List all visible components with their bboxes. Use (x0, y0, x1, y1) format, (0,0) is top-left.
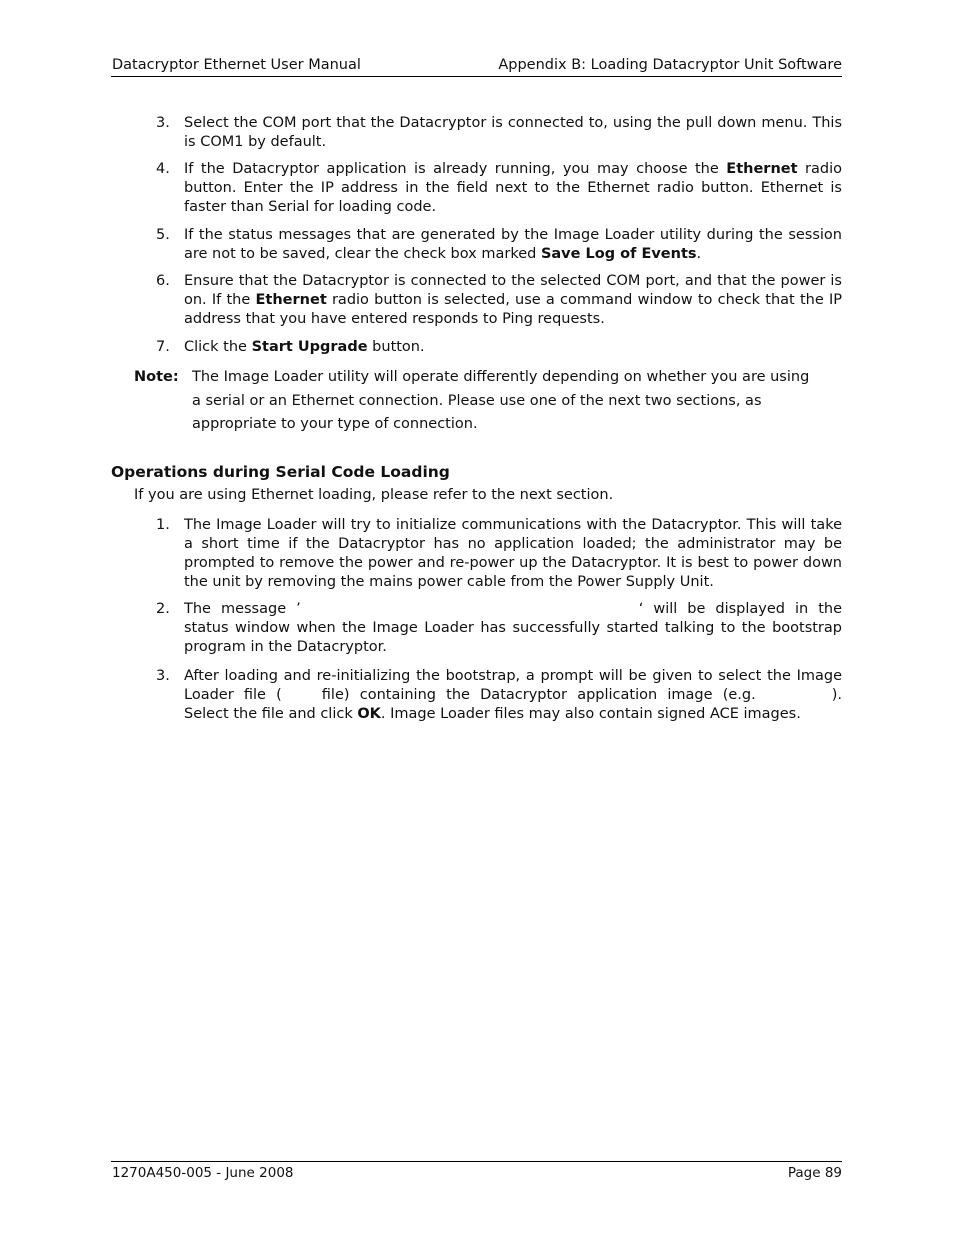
ethernet-term: Ethernet (726, 161, 798, 177)
step-number: 6. (156, 273, 170, 289)
step-item (156, 516, 842, 592)
step-text: If the Datacryptor application is already running, you may choose the Ethernet radio button. Enter the IP address in the field next to the Ethernet radio button. Ethernet is faster than Serial for loading code. (184, 161, 842, 215)
step-text: If the status messages that are generated by the Image Loader utility during the session are not to be saved, clear the check box marked Save Log of Events. (184, 227, 842, 262)
step-item (156, 600, 842, 657)
step-number: 1. (156, 517, 170, 533)
step-item (156, 226, 842, 264)
step-text: Select the COM port that the Datacryptor is connected to, using the pull down menu. This is COM1 by default. (184, 115, 842, 150)
note-text: The Image Loader utility will operate differently depending on whether you are using a serial or an Ethernet connection. Please use one of the next two sections, as appropriate to your type of connection. (192, 369, 810, 432)
start-upgrade-term: Start Upgrade (251, 339, 368, 355)
step-item (156, 338, 842, 357)
page-header (111, 56, 842, 77)
step-number: 2. (156, 601, 170, 617)
step-item (156, 114, 842, 152)
step-text: Ensure that the Datacryptor is connected to the selected COM port, and that the power is on. If the Ethernet radio button is selected, use a command window to check that the IP address that you have entered responds to Ping requests. (184, 273, 842, 327)
section-intro: If you are using Ethernet loading, please refer to the next section. (134, 487, 614, 503)
step-item (156, 667, 842, 724)
note-block (134, 366, 842, 437)
ethernet-term: Ethernet (255, 292, 327, 308)
step-number: 5. (156, 227, 170, 243)
section-heading: Operations during Serial Code Loading (111, 463, 450, 481)
header-manual-title: Datacryptor Ethernet User Manual (112, 57, 361, 73)
save-log-term: Save Log of Events (540, 246, 697, 262)
page-footer (111, 1161, 842, 1181)
step-number: 3. (156, 668, 170, 684)
step-number: 7. (156, 339, 170, 355)
step-text: The Image Loader will try to initialize communications with the Datacryptor. This will take a short time if the Datacryptor has no application loaded; the administrator may be prompted to remove the power and re-power up the Datacryptor. It is best to power down the unit by removing the mains power cable from the Power Supply Unit. (184, 517, 842, 590)
step-text: After loading and re-initializing the bootstrap, a prompt will be given to select the Image Loader file ( file) containing the Datacryptor application image (e.g. ). Select the file and click OK. Image Loader files may also contain signed ACE images. (184, 668, 843, 722)
step-item (156, 160, 842, 217)
ok-term: OK (357, 706, 381, 722)
footer-doc-id: 1270A450-005 - June 2008 (112, 1165, 294, 1181)
header-section-title: Appendix B: Loading Datacryptor Unit Software (498, 57, 842, 73)
step-number: 4. (156, 161, 170, 177)
step-number: 3. (156, 115, 170, 131)
step-text: The message ’ ‘ will be displayed in the status window when the Image Loader has successfully started talking to the bootstrap program in the Datacryptor. (184, 601, 842, 655)
step-item (156, 272, 842, 329)
step-text: Click the Start Upgrade button. (184, 339, 425, 355)
footer-page-number: Page 89 (787, 1165, 842, 1181)
note-label: Note: (134, 369, 179, 385)
